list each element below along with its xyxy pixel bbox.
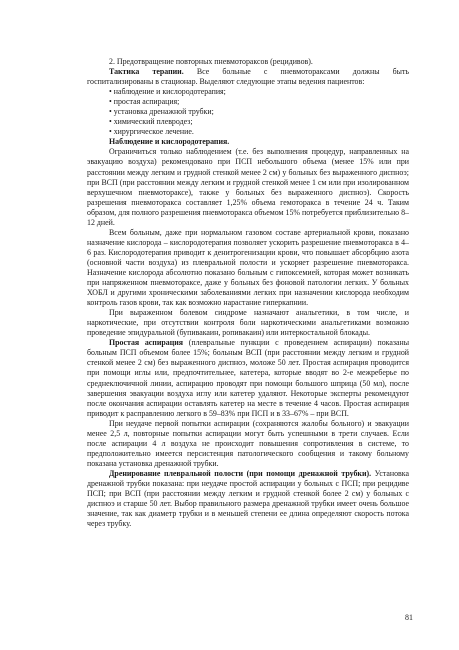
tactics-word: должны xyxy=(352,67,380,77)
tactics-word: быть xyxy=(392,67,410,77)
list-item: • наблюдение и кислородотерапия; xyxy=(109,87,226,97)
drainage-heading: Дренирование плевральной полости (при помощи дренажной трубки). xyxy=(109,468,372,478)
simple-aspiration-text: (плевральные пункции с проведением аспирации) показаны больным ПСП объемом более 15%; больным ВСП (при расстоянии между легким и грудной стенкой менее 2 см) без выраженного диспноэ, моложе 50 лет. Простая аспирация проводится при помощи иглы или, предпочтительнее, катетера, которые вводят во 2-е межреберье по среднеключичной линии, аспирацию проводят при помощи большого шприца (50 мл), после завершения эвакуации воздуха иглу или катетер удаляют. Некоторые эксперты рекомендуют после окончания аспирации оставлять катетер на месте в течение 4 часов. Простая аспирация приводит к расправлению легкого в 59–83% при ПСП и в 33–67% – при ВСП. xyxy=(87,338,409,418)
paragraph-analgesia: При выраженном болевом синдроме назначают анальгетики, в том числе, и наркотические, при отсутствии контроля боли наркотическими анальгетиками возможно проведение эпидуральной (бупивакаин, ропивакаин) или интеркостальной блокады. xyxy=(87,308,409,338)
page-number: 81 xyxy=(405,613,413,622)
tactics-word: пневмотораксами xyxy=(280,67,340,77)
paragraph-observation: Ограничиться только наблюдением (т.е. без выполнения процедур, направленных на эвакуацию воздуха) рекомендовано при ПСП небольшого объема (менее 15% или при расстоянии между легким и грудной стенкой менее 2 см) у больных без выраженного диспноэ; при ВСП (при расстоянии между легким и грудной стенкой менее 1 см или при изолированном верхушечном пневмотораксе), также у больных без выраженного диспноэ). Скорость разрешения пневмоторакса составляет 1,25% объема гемоторакса в течение 24 ч. Таким образом, для полного разрешения пневмоторакса объемом 15% потребуется приблизительно 8–12 дней. xyxy=(87,147,409,227)
list-item: • простая аспирация; xyxy=(109,97,180,107)
list-item: • химический плевродез; xyxy=(109,117,193,127)
subheading-observation: Наблюдение и кислородотерапия. xyxy=(109,137,230,147)
paragraph-simple-aspiration xyxy=(87,338,409,418)
list-item: • хирургическое лечение. xyxy=(109,127,194,137)
tactics-word: Все xyxy=(196,67,210,77)
drainage-text: Установка дренажной трубки показана: при неудаче простой аспирации у больных с ПСП; при рецидиве ПСП; при ВСП (при расстоянии между легким и грудной стенкой более 2 см) у больных с диспноэ и старше 50 лет. Выбор правильного размера дренажной трубки имеет очень большое значение, так как диаметр трубки и в меньшей степени ее длина определяют скорость потока через трубку. xyxy=(87,468,409,529)
paragraph-tactics-line xyxy=(87,67,409,77)
paragraph-drainage xyxy=(87,469,409,529)
tactics-heading-word-2: терапии. xyxy=(152,67,184,77)
list-item: • установка дренажной трубки; xyxy=(109,107,214,117)
paragraph-oxygen: Всем больным, даже при нормальном газовом составе артериальной крови, показано назначение кислорода – кислородотерапия позволяет ускорить разрешение пневмоторакса в 4–6 раз. Кислородотерапия приводит к денитрогенизации крови, что повышает абсорбцию азота (основной части воздуха) из плевральной полости и ускоряет разрешение пневмоторакса. Назначение кислорода абсолютно показано больным с гипоксемией, которая может возникать при напряженном пневмотораксе, даже у больных без фоновой патологии легких. У больных ХОБЛ и другими хроническими заболеваниями легких при назначении кислорода необходим контроль газов крови, так как возможно нарастание гиперкапнии. xyxy=(87,227,409,308)
simple-aspiration-heading: Простая аспирация xyxy=(109,338,184,348)
paragraph-repeat-aspiration: При неудаче первой попытки аспирации (сохраняются жалобы больного) и эвакуации менее 2,5 л, повторные попытки аспирации могут быть успешными в трети случаев. Если после аспирации 4 л воздуха не происходит повышения сопротивления в системе, то предположительно имеется персистенция патологического сообщения и такому больному показана установка дренажной трубки. xyxy=(87,418,409,468)
tactics-word: с xyxy=(263,67,268,77)
paragraph-tactics-continuation: госпитализированы в стационар. Выделяют следующие этапы ведения пациентов: xyxy=(87,77,365,87)
paragraph-goal-2: 2. Предотвращение повторных пневмотораксов (рецидивов). xyxy=(109,57,313,66)
stages-list xyxy=(87,87,409,137)
tactics-word: больные xyxy=(222,67,251,77)
tactics-heading-word-1: Тактика xyxy=(109,67,140,77)
